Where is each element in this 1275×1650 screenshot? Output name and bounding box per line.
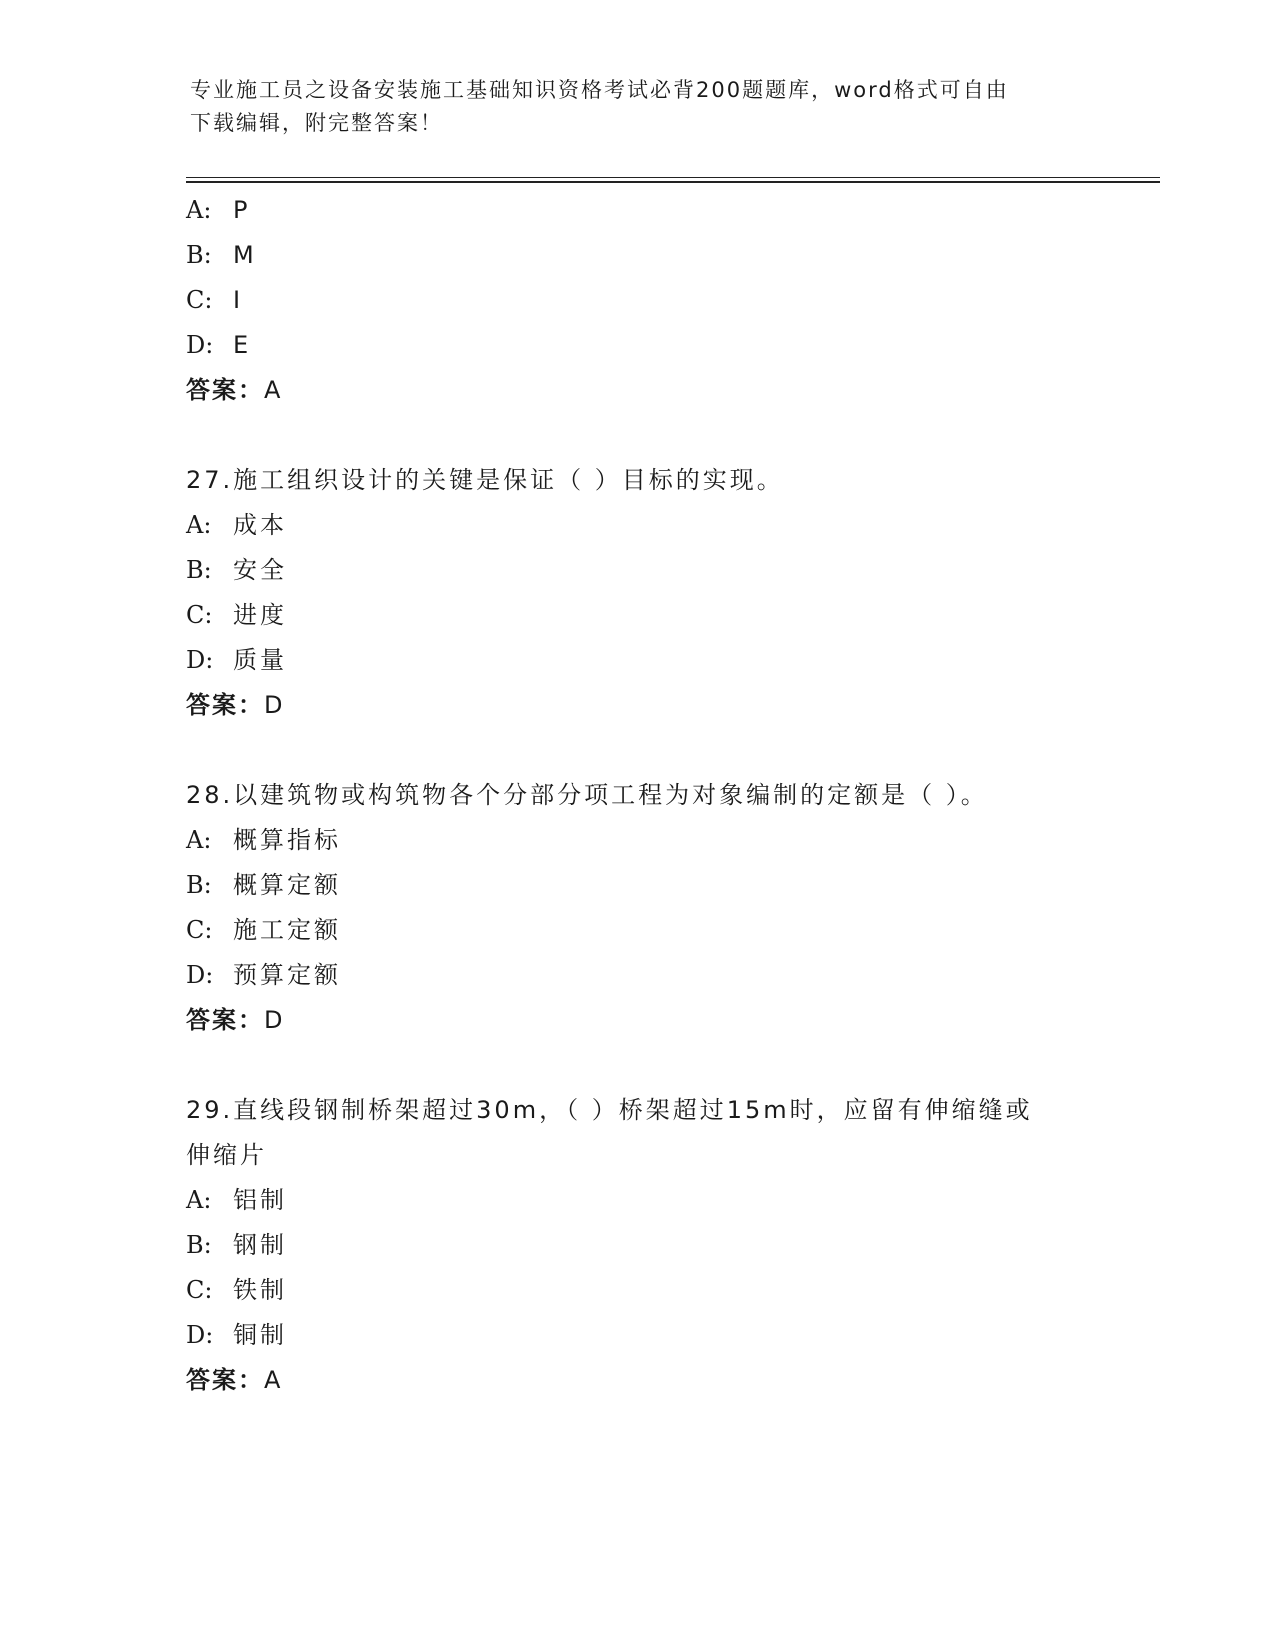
option-key: A: (186, 196, 212, 224)
answer-value: D (264, 1006, 283, 1034)
q27-option-a (186, 510, 287, 540)
option-text: P (233, 196, 251, 224)
q27-answer (186, 690, 282, 720)
option-key: A: (186, 511, 212, 539)
option-key: B: (186, 241, 212, 269)
option-text: 安全 (233, 556, 287, 584)
q27-stem: 27.施工组织设计的关键是保证（ ）目标的实现。 (186, 466, 784, 494)
answer-label: 答案： (186, 691, 264, 719)
q28-option-d (186, 960, 341, 990)
option-text: 成本 (233, 511, 287, 539)
q29-stem-line-2: 伸缩片 (186, 1141, 267, 1169)
option-text: 质量 (233, 646, 287, 674)
answer-label: 答案： (186, 1366, 264, 1394)
q26-option-b (186, 240, 257, 270)
q27-option-d (186, 645, 287, 675)
header-divider-thin (186, 177, 1160, 178)
option-key: A: (186, 1186, 212, 1214)
option-key: C: (186, 916, 213, 944)
option-text: 铜制 (233, 1321, 287, 1349)
answer-value: D (264, 691, 283, 719)
q28-answer (186, 1005, 282, 1035)
option-key: B: (186, 556, 212, 584)
option-text: M (233, 241, 257, 269)
option-text: 铝制 (233, 1186, 287, 1214)
option-key: A: (186, 826, 212, 854)
option-text: 概算定额 (233, 871, 341, 899)
option-key: C: (186, 286, 213, 314)
option-text: 概算指标 (233, 826, 341, 854)
option-key: C: (186, 1276, 213, 1304)
q29-option-b (186, 1230, 287, 1260)
q26-option-c (186, 285, 243, 315)
q27-option-b (186, 555, 287, 585)
option-text: 施工定额 (233, 916, 341, 944)
q28-option-a (186, 825, 341, 855)
option-key: D: (186, 331, 214, 359)
answer-value: A (264, 1366, 281, 1394)
q26-option-a (186, 195, 250, 225)
document-header (190, 74, 1090, 140)
option-text: I (233, 286, 244, 314)
option-key: D: (186, 646, 214, 674)
header-line-1: 专业施工员之设备安装施工基础知识资格考试必背200题题库，word格式可自由 (190, 78, 1009, 102)
q28-stem: 28.以建筑物或构筑物各个分部分项工程为对象编制的定额是（ ）。 (186, 781, 988, 809)
q28-option-c (186, 915, 341, 945)
header-divider-thick (186, 181, 1160, 183)
q29-option-a (186, 1185, 287, 1215)
q29-answer (186, 1365, 280, 1395)
q27-option-c (186, 600, 287, 630)
q28-option-b (186, 870, 341, 900)
q26-answer (186, 375, 280, 405)
q29-stem-line-1: 29.直线段钢制桥架超过30m，（ ）桥架超过15m时，应留有伸缩缝或 (186, 1096, 1033, 1124)
option-text: 铁制 (233, 1276, 287, 1304)
option-text: 钢制 (233, 1231, 287, 1259)
option-key: D: (186, 961, 214, 989)
q26-option-d (186, 330, 251, 360)
option-key: B: (186, 1231, 212, 1259)
option-key: B: (186, 871, 212, 899)
q29-option-d (186, 1320, 287, 1350)
header-line-2: 下载编辑，附完整答案！ (190, 111, 443, 135)
option-text: 预算定额 (233, 961, 341, 989)
answer-label: 答案： (186, 1006, 264, 1034)
option-text: 进度 (233, 601, 287, 629)
option-text: E (233, 331, 252, 359)
answer-value: A (264, 376, 281, 404)
option-key: D: (186, 1321, 214, 1349)
option-key: C: (186, 601, 213, 629)
answer-label: 答案： (186, 376, 264, 404)
q29-option-c (186, 1275, 287, 1305)
